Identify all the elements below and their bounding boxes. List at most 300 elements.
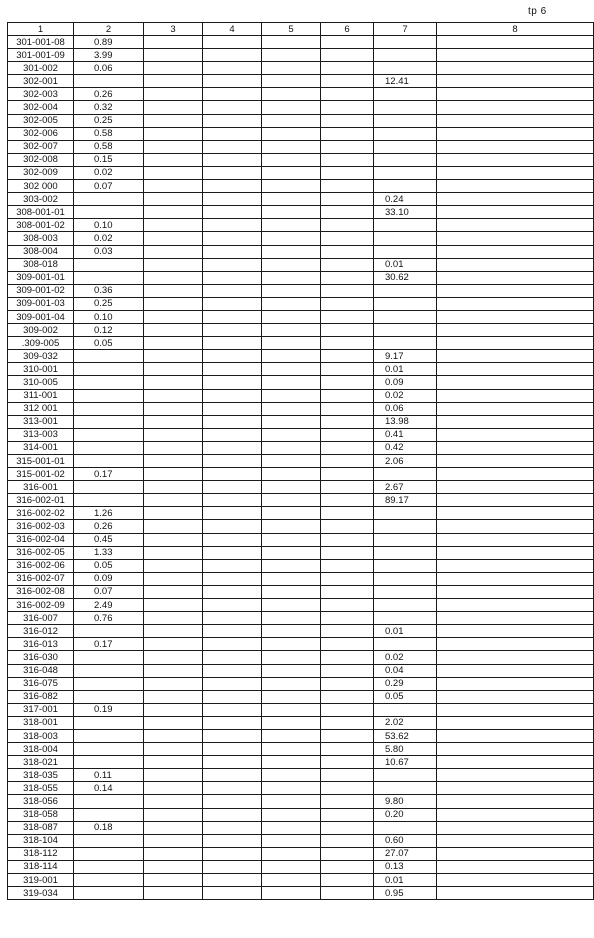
page-label: tp 6 — [528, 6, 547, 17]
cell-col5 — [262, 677, 321, 690]
table-row — [8, 638, 594, 651]
column-header-5: 5 — [262, 23, 321, 36]
cell-code: 302-004 — [8, 101, 74, 114]
cell-col2 — [74, 455, 144, 468]
cell-col8 — [437, 350, 594, 363]
cell-col5 — [262, 153, 321, 166]
cell-col5 — [262, 363, 321, 376]
cell-col2: 0.14 — [74, 782, 144, 795]
table-row — [8, 245, 594, 258]
cell-col4 — [203, 88, 262, 101]
cell-col7: 0.02 — [374, 389, 437, 402]
cell-col3 — [144, 140, 203, 153]
cell-col6 — [321, 559, 374, 572]
cell-col4 — [203, 376, 262, 389]
cell-col4 — [203, 75, 262, 88]
cell-col6 — [321, 75, 374, 88]
table-row — [8, 428, 594, 441]
cell-col8 — [437, 310, 594, 323]
cell-col3 — [144, 245, 203, 258]
cell-col6 — [321, 808, 374, 821]
cell-code: 319-034 — [8, 887, 74, 900]
cell-col4 — [203, 874, 262, 887]
cell-col7: 9.17 — [374, 350, 437, 363]
cell-col4 — [203, 310, 262, 323]
column-header-8: 8 — [437, 23, 594, 36]
cell-col7: 13.98 — [374, 415, 437, 428]
cell-col6 — [321, 743, 374, 756]
cell-col6 — [321, 834, 374, 847]
table-row — [8, 376, 594, 389]
table-row — [8, 559, 594, 572]
cell-code: 318-114 — [8, 860, 74, 873]
cell-col6 — [321, 860, 374, 873]
cell-col6 — [321, 494, 374, 507]
table-row — [8, 389, 594, 402]
cell-code: 316-002-05 — [8, 546, 74, 559]
cell-col7 — [374, 114, 437, 127]
cell-col8 — [437, 428, 594, 441]
cell-col5 — [262, 206, 321, 219]
cell-code: 309-002 — [8, 324, 74, 337]
cell-col5 — [262, 219, 321, 232]
table-row — [8, 114, 594, 127]
cell-col8 — [437, 795, 594, 808]
table-row — [8, 468, 594, 481]
cell-col6 — [321, 428, 374, 441]
cell-col8 — [437, 284, 594, 297]
cell-col4 — [203, 533, 262, 546]
cell-code: 316-030 — [8, 651, 74, 664]
cell-col4 — [203, 127, 262, 140]
cell-col4 — [203, 847, 262, 860]
cell-col2: 0.19 — [74, 703, 144, 716]
cell-col6 — [321, 350, 374, 363]
cell-col2: 0.17 — [74, 468, 144, 481]
cell-col6 — [321, 337, 374, 350]
cell-col4 — [203, 193, 262, 206]
cell-col7 — [374, 769, 437, 782]
cell-col3 — [144, 114, 203, 127]
table-row — [8, 258, 594, 271]
cell-col8 — [437, 455, 594, 468]
cell-col3 — [144, 428, 203, 441]
cell-col2 — [74, 271, 144, 284]
cell-col8 — [437, 546, 594, 559]
cell-code: 318-003 — [8, 729, 74, 742]
cell-col8 — [437, 533, 594, 546]
cell-col6 — [321, 703, 374, 716]
cell-col8 — [437, 703, 594, 716]
cell-col7: 10.67 — [374, 756, 437, 769]
cell-col6 — [321, 612, 374, 625]
cell-col5 — [262, 716, 321, 729]
cell-col8 — [437, 651, 594, 664]
cell-col4 — [203, 245, 262, 258]
cell-code: 316-002-07 — [8, 572, 74, 585]
cell-col4 — [203, 743, 262, 756]
cell-col6 — [321, 232, 374, 245]
cell-col3 — [144, 599, 203, 612]
cell-col2 — [74, 193, 144, 206]
cell-col6 — [321, 769, 374, 782]
cell-col3 — [144, 101, 203, 114]
cell-col6 — [321, 441, 374, 454]
data-table — [7, 22, 594, 900]
cell-col4 — [203, 62, 262, 75]
cell-col8 — [437, 664, 594, 677]
cell-col4 — [203, 389, 262, 402]
cell-col6 — [321, 638, 374, 651]
column-header-4: 4 — [203, 23, 262, 36]
cell-col2: 1.26 — [74, 507, 144, 520]
cell-col6 — [321, 520, 374, 533]
cell-col3 — [144, 533, 203, 546]
cell-col3 — [144, 664, 203, 677]
cell-col2: 0.07 — [74, 585, 144, 598]
cell-col2: 0.05 — [74, 337, 144, 350]
cell-col8 — [437, 716, 594, 729]
cell-col4 — [203, 782, 262, 795]
cell-col4 — [203, 808, 262, 821]
cell-col7: 0.09 — [374, 376, 437, 389]
cell-col4 — [203, 572, 262, 585]
cell-code: 312 001 — [8, 402, 74, 415]
cell-col7 — [374, 782, 437, 795]
cell-col8 — [437, 88, 594, 101]
cell-col7: 2.67 — [374, 481, 437, 494]
cell-col3 — [144, 88, 203, 101]
cell-col6 — [321, 716, 374, 729]
cell-col2 — [74, 756, 144, 769]
cell-col6 — [321, 49, 374, 62]
cell-col2: 0.11 — [74, 769, 144, 782]
cell-col7 — [374, 821, 437, 834]
table-row — [8, 180, 594, 193]
cell-col2 — [74, 690, 144, 703]
cell-col4 — [203, 887, 262, 900]
cell-col7 — [374, 153, 437, 166]
cell-code: 316-001 — [8, 481, 74, 494]
cell-col4 — [203, 258, 262, 271]
cell-col4 — [203, 219, 262, 232]
cell-col7 — [374, 520, 437, 533]
cell-col7 — [374, 559, 437, 572]
cell-col7: 53.62 — [374, 729, 437, 742]
cell-col3 — [144, 232, 203, 245]
cell-code: 301-002 — [8, 62, 74, 75]
cell-col8 — [437, 874, 594, 887]
cell-col7 — [374, 337, 437, 350]
cell-col3 — [144, 847, 203, 860]
cell-col2: 0.45 — [74, 533, 144, 546]
cell-col7 — [374, 284, 437, 297]
table-row — [8, 455, 594, 468]
table-row — [8, 284, 594, 297]
cell-col6 — [321, 310, 374, 323]
cell-col3 — [144, 36, 203, 49]
table-row — [8, 716, 594, 729]
cell-col7: 89.17 — [374, 494, 437, 507]
cell-col8 — [437, 62, 594, 75]
table-row — [8, 206, 594, 219]
cell-col3 — [144, 572, 203, 585]
table-row — [8, 572, 594, 585]
cell-col4 — [203, 49, 262, 62]
cell-col7: 0.60 — [374, 834, 437, 847]
cell-col5 — [262, 808, 321, 821]
table-row — [8, 88, 594, 101]
cell-code: 311-001 — [8, 389, 74, 402]
cell-col4 — [203, 153, 262, 166]
cell-col3 — [144, 716, 203, 729]
cell-col4 — [203, 585, 262, 598]
cell-col4 — [203, 703, 262, 716]
cell-code: 316-002-06 — [8, 559, 74, 572]
cell-col3 — [144, 690, 203, 703]
cell-col8 — [437, 114, 594, 127]
cell-col6 — [321, 572, 374, 585]
table-row — [8, 808, 594, 821]
cell-col2 — [74, 481, 144, 494]
cell-col6 — [321, 756, 374, 769]
cell-col2 — [74, 206, 144, 219]
cell-col6 — [321, 651, 374, 664]
cell-col3 — [144, 284, 203, 297]
cell-col8 — [437, 389, 594, 402]
cell-col2: 0.76 — [74, 612, 144, 625]
cell-col7 — [374, 507, 437, 520]
cell-col5 — [262, 389, 321, 402]
cell-col7 — [374, 297, 437, 310]
table-row — [8, 166, 594, 179]
cell-col5 — [262, 651, 321, 664]
cell-col3 — [144, 350, 203, 363]
cell-col4 — [203, 664, 262, 677]
table-row — [8, 324, 594, 337]
cell-code: 318-112 — [8, 847, 74, 860]
cell-col3 — [144, 389, 203, 402]
cell-col7: 0.20 — [374, 808, 437, 821]
table-row — [8, 756, 594, 769]
cell-col8 — [437, 219, 594, 232]
cell-col7 — [374, 468, 437, 481]
cell-col6 — [321, 140, 374, 153]
cell-col8 — [437, 612, 594, 625]
cell-col5 — [262, 874, 321, 887]
cell-col8 — [437, 834, 594, 847]
cell-col8 — [437, 101, 594, 114]
cell-col5 — [262, 533, 321, 546]
cell-col6 — [321, 546, 374, 559]
cell-col6 — [321, 533, 374, 546]
cell-col8 — [437, 585, 594, 598]
cell-col7 — [374, 533, 437, 546]
cell-code: 316-048 — [8, 664, 74, 677]
cell-col6 — [321, 376, 374, 389]
cell-col7 — [374, 232, 437, 245]
cell-col2 — [74, 258, 144, 271]
cell-col7 — [374, 245, 437, 258]
cell-col6 — [321, 874, 374, 887]
table-row — [8, 481, 594, 494]
table-row — [8, 533, 594, 546]
cell-col2: 0.07 — [74, 180, 144, 193]
cell-col3 — [144, 455, 203, 468]
cell-col3 — [144, 62, 203, 75]
cell-col7: 0.13 — [374, 860, 437, 873]
cell-code: 314-001 — [8, 441, 74, 454]
cell-col7 — [374, 612, 437, 625]
cell-col4 — [203, 140, 262, 153]
table-row — [8, 441, 594, 454]
cell-col5 — [262, 860, 321, 873]
table-row — [8, 36, 594, 49]
cell-code: 318-087 — [8, 821, 74, 834]
cell-col2 — [74, 716, 144, 729]
cell-col4 — [203, 494, 262, 507]
cell-code: 308-004 — [8, 245, 74, 258]
column-header-2: 2 — [74, 23, 144, 36]
cell-col5 — [262, 572, 321, 585]
cell-col2: 0.17 — [74, 638, 144, 651]
cell-col2 — [74, 677, 144, 690]
cell-col7: 0.29 — [374, 677, 437, 690]
cell-code: 308-018 — [8, 258, 74, 271]
table-row — [8, 690, 594, 703]
cell-col2: 0.25 — [74, 297, 144, 310]
cell-col6 — [321, 297, 374, 310]
cell-col5 — [262, 337, 321, 350]
cell-col5 — [262, 232, 321, 245]
cell-col4 — [203, 101, 262, 114]
cell-col5 — [262, 507, 321, 520]
cell-code: 316-082 — [8, 690, 74, 703]
table-row — [8, 860, 594, 873]
cell-col6 — [321, 389, 374, 402]
cell-col6 — [321, 455, 374, 468]
cell-col8 — [437, 245, 594, 258]
cell-col8 — [437, 376, 594, 389]
table-row — [8, 729, 594, 742]
cell-col3 — [144, 481, 203, 494]
cell-col5 — [262, 690, 321, 703]
cell-col8 — [437, 297, 594, 310]
cell-col3 — [144, 297, 203, 310]
cell-col3 — [144, 258, 203, 271]
cell-col4 — [203, 651, 262, 664]
cell-col2 — [74, 625, 144, 638]
table-row — [8, 664, 594, 677]
cell-col8 — [437, 127, 594, 140]
cell-col3 — [144, 769, 203, 782]
table-row — [8, 127, 594, 140]
cell-col5 — [262, 140, 321, 153]
cell-col4 — [203, 625, 262, 638]
cell-col5 — [262, 481, 321, 494]
cell-col6 — [321, 219, 374, 232]
cell-col2: 0.15 — [74, 153, 144, 166]
cell-col5 — [262, 585, 321, 598]
cell-col8 — [437, 756, 594, 769]
cell-col2: 0.10 — [74, 219, 144, 232]
cell-col7 — [374, 310, 437, 323]
cell-col3 — [144, 507, 203, 520]
cell-col3 — [144, 415, 203, 428]
cell-col8 — [437, 572, 594, 585]
cell-col2 — [74, 874, 144, 887]
cell-col2: 0.18 — [74, 821, 144, 834]
cell-col4 — [203, 284, 262, 297]
cell-col2: 0.25 — [74, 114, 144, 127]
cell-col5 — [262, 166, 321, 179]
cell-code: 318-001 — [8, 716, 74, 729]
cell-col5 — [262, 455, 321, 468]
table-row — [8, 887, 594, 900]
cell-col6 — [321, 795, 374, 808]
cell-col5 — [262, 271, 321, 284]
cell-col4 — [203, 716, 262, 729]
cell-col4 — [203, 350, 262, 363]
cell-col5 — [262, 284, 321, 297]
cell-col3 — [144, 166, 203, 179]
cell-col5 — [262, 729, 321, 742]
cell-col8 — [437, 769, 594, 782]
table-row — [8, 507, 594, 520]
cell-code: 310-005 — [8, 376, 74, 389]
cell-code: 302-001 — [8, 75, 74, 88]
cell-col4 — [203, 232, 262, 245]
table-row — [8, 350, 594, 363]
cell-col3 — [144, 49, 203, 62]
cell-col4 — [203, 36, 262, 49]
cell-col4 — [203, 402, 262, 415]
cell-col6 — [321, 193, 374, 206]
cell-col6 — [321, 402, 374, 415]
cell-code: 318-021 — [8, 756, 74, 769]
cell-code: 310-001 — [8, 363, 74, 376]
cell-col5 — [262, 559, 321, 572]
cell-col3 — [144, 834, 203, 847]
cell-col2 — [74, 376, 144, 389]
cell-col3 — [144, 127, 203, 140]
cell-col2 — [74, 494, 144, 507]
cell-col7 — [374, 140, 437, 153]
cell-code: 316-002-02 — [8, 507, 74, 520]
cell-col7: 33.10 — [374, 206, 437, 219]
cell-col7 — [374, 62, 437, 75]
table-row — [8, 337, 594, 350]
table-row — [8, 874, 594, 887]
table-row — [8, 101, 594, 114]
cell-col8 — [437, 481, 594, 494]
cell-col3 — [144, 310, 203, 323]
cell-col2 — [74, 834, 144, 847]
table-row — [8, 310, 594, 323]
cell-col3 — [144, 520, 203, 533]
table-row — [8, 62, 594, 75]
cell-col8 — [437, 166, 594, 179]
cell-col5 — [262, 62, 321, 75]
cell-col8 — [437, 49, 594, 62]
cell-col8 — [437, 206, 594, 219]
table-row — [8, 494, 594, 507]
cell-col5 — [262, 402, 321, 415]
cell-col2 — [74, 860, 144, 873]
cell-col3 — [144, 756, 203, 769]
cell-col8 — [437, 729, 594, 742]
cell-col5 — [262, 180, 321, 193]
